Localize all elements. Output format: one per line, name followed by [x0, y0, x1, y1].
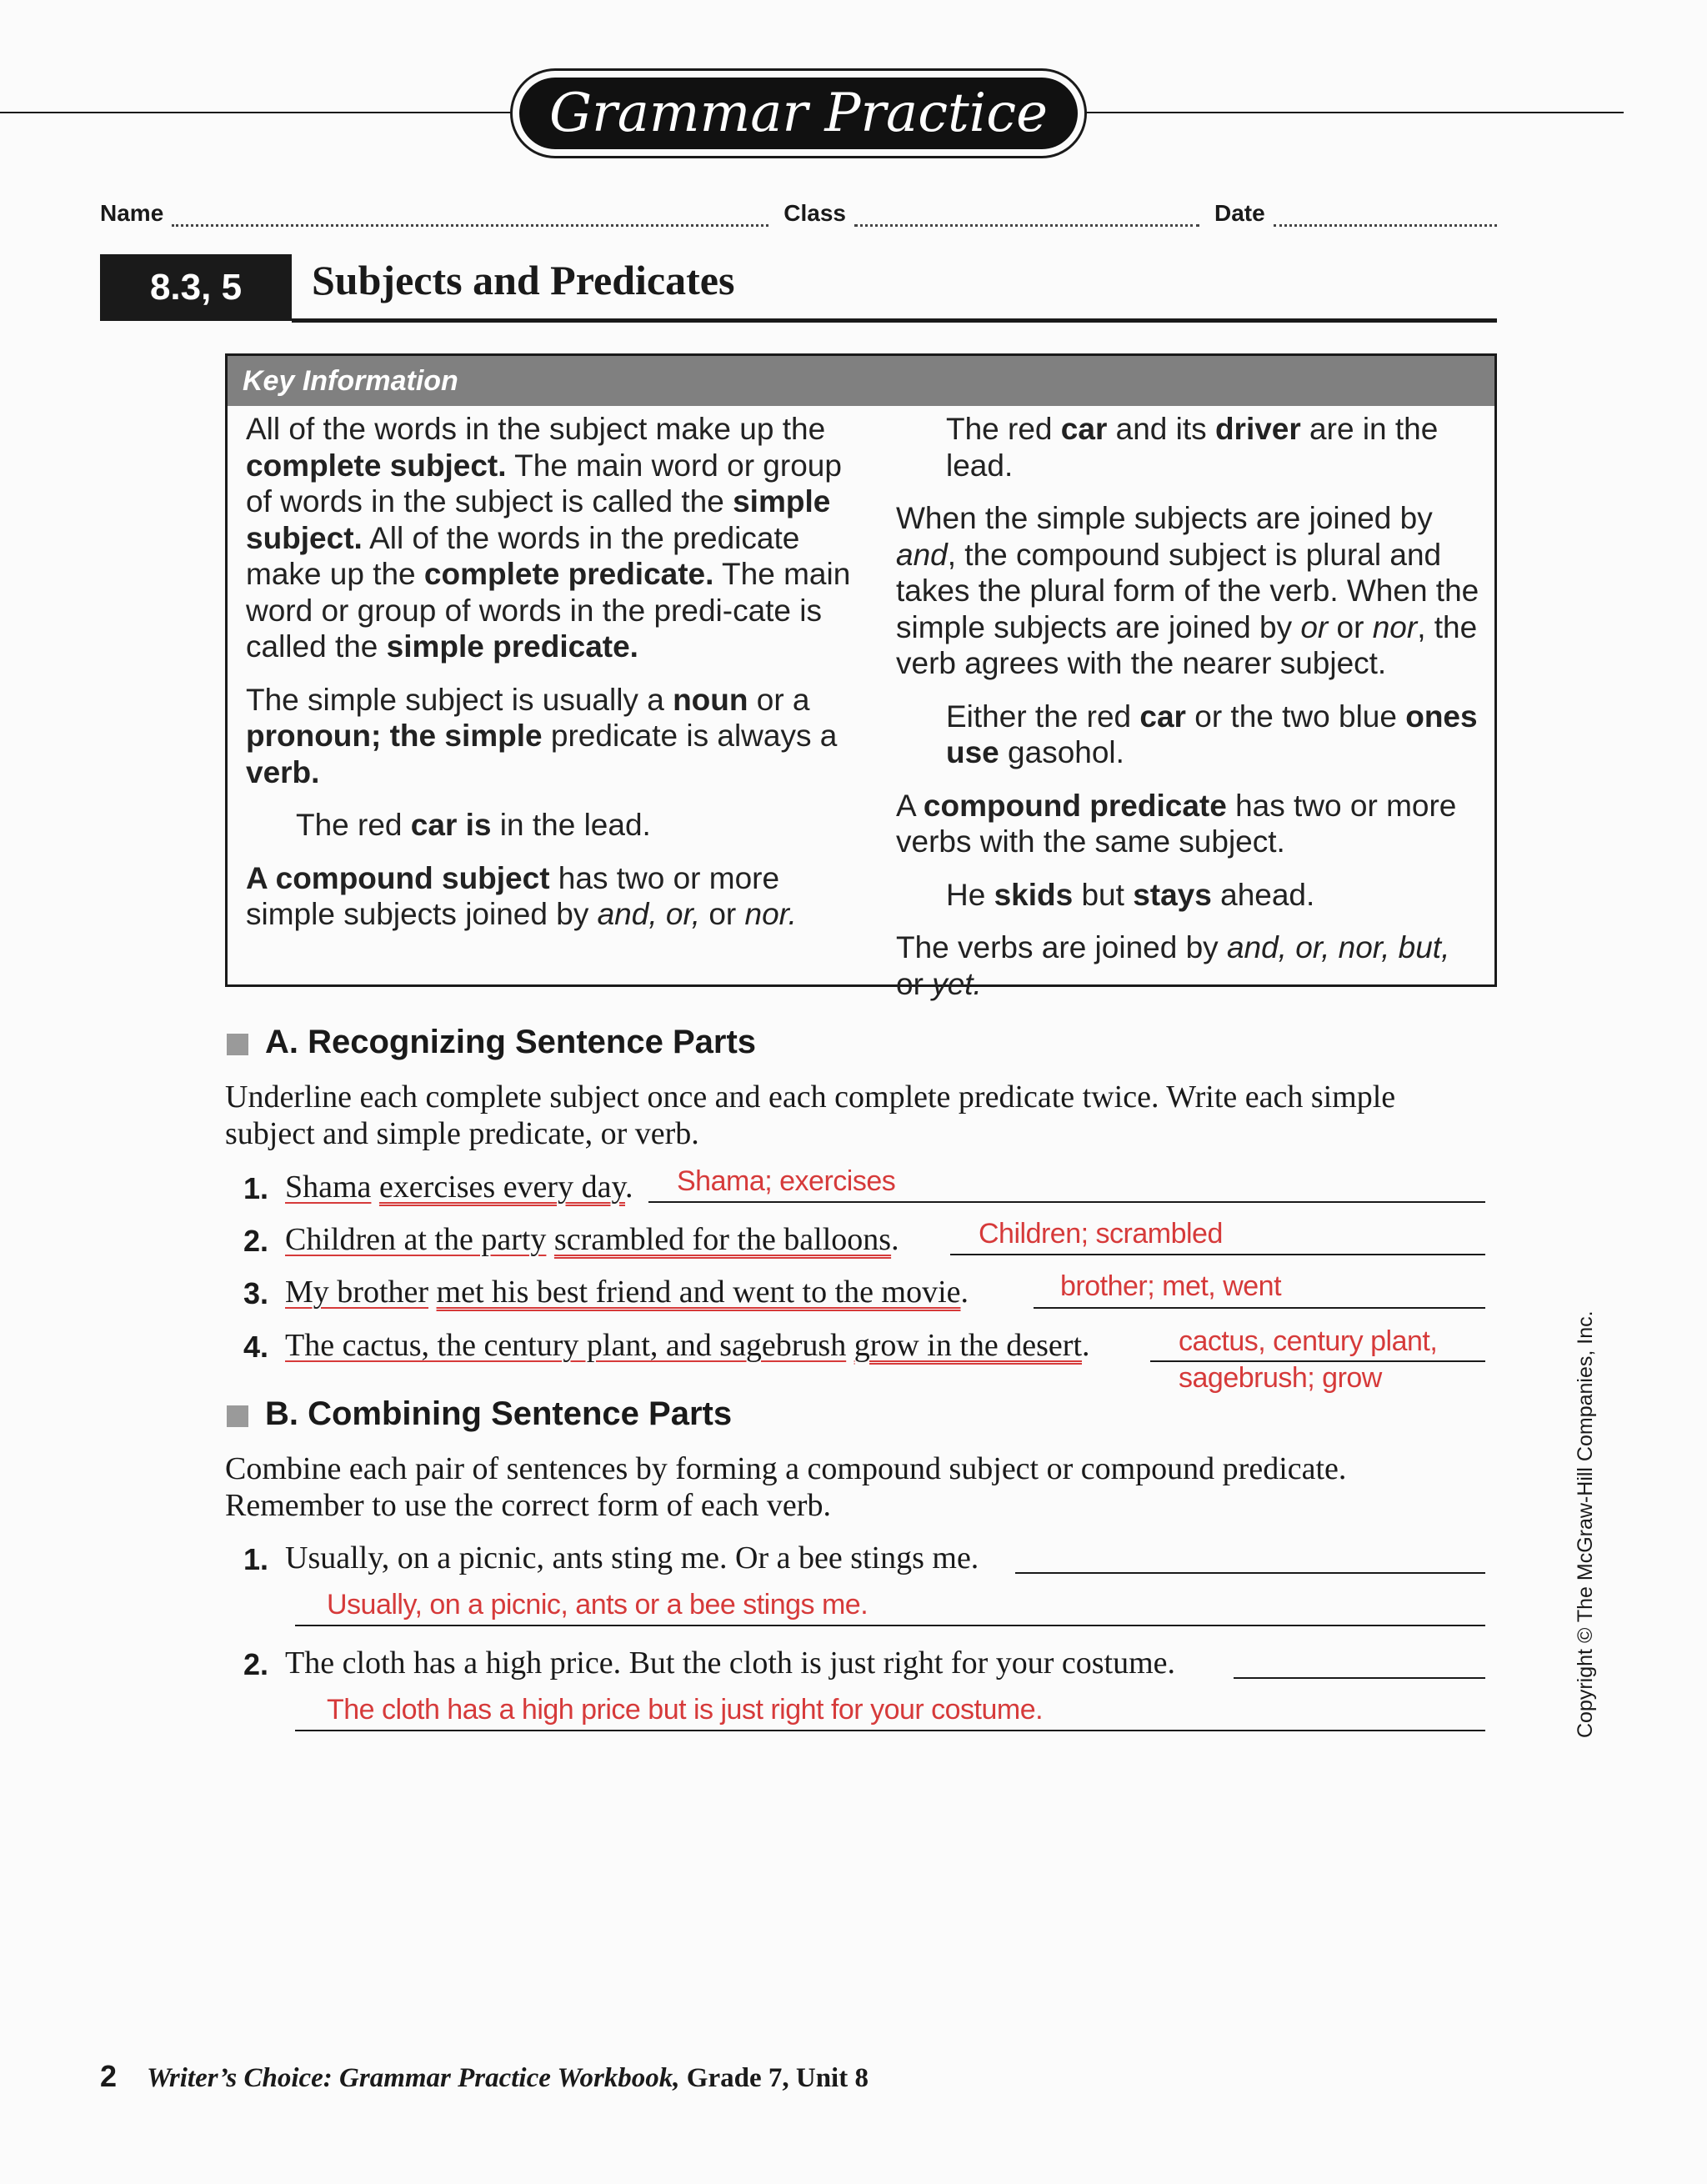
- key-paragraph: [246, 411, 863, 665]
- conjunctions: and, or,: [597, 897, 701, 931]
- page-number: 2: [100, 2059, 118, 2093]
- term: pronoun; the simple: [246, 719, 543, 753]
- section-rule: [292, 318, 1497, 323]
- key-information-box: [225, 353, 1497, 1001]
- text: The verbs are joined by: [896, 930, 1227, 964]
- answer-line[interactable]: [1034, 1307, 1485, 1309]
- item-number: 1.: [243, 1542, 269, 1576]
- text: The main word or group of words in the subject is called the: [246, 448, 842, 518]
- text: or: [896, 966, 933, 1001]
- text: When the simple subjects are joined by: [896, 501, 1433, 535]
- text: A: [896, 788, 924, 823]
- footer: [100, 2059, 869, 2094]
- complete-subject: Shama: [285, 1170, 372, 1205]
- text: or: [700, 897, 745, 931]
- text: are in the lead.: [946, 412, 1439, 483]
- term: stays: [1133, 877, 1212, 912]
- answer-text: Children; scrambled: [979, 1218, 1223, 1250]
- answer-line[interactable]: [950, 1254, 1485, 1255]
- item-number: 2.: [243, 1224, 269, 1258]
- answer-text: Shama; exercises: [677, 1165, 896, 1197]
- part-a-heading: A. Recognizing Sentence Parts: [265, 1024, 757, 1060]
- text: or the two blue: [1185, 699, 1406, 734]
- term: noun: [673, 682, 748, 717]
- section-number: 8.3, 5: [100, 254, 292, 321]
- term: complete subject.: [246, 448, 507, 483]
- text: has two or more simple subjects joined by: [246, 860, 780, 931]
- term: driver: [1214, 412, 1301, 446]
- text: Either the red: [946, 699, 1140, 734]
- text: predicate is always a: [542, 719, 838, 753]
- term: car is: [410, 808, 492, 842]
- prompt: Usually, on a picnic, ants sting me. Or a bee stings me.: [285, 1540, 979, 1575]
- answer-text: brother; met, went: [1060, 1270, 1282, 1302]
- text: has two or more verbs with the same subject.: [896, 788, 1457, 859]
- complete-predicate: met his best friend and went to the movie: [436, 1275, 961, 1310]
- period: .: [960, 1275, 969, 1310]
- text: or a: [748, 682, 810, 717]
- text: All of the words in the subject make up the: [246, 412, 826, 446]
- conjunction: yet.: [932, 966, 982, 1001]
- class-label: Class: [783, 200, 846, 226]
- text: The red: [296, 808, 411, 842]
- text: The simple subject is usually a: [246, 682, 673, 717]
- item-number: 4.: [243, 1330, 269, 1364]
- copyright-notice: Copyright © The McGraw-Hill Companies, Inc.: [1574, 1310, 1597, 1738]
- period: .: [1082, 1328, 1090, 1363]
- sentence: [285, 1221, 899, 1258]
- key-paragraph: [896, 788, 1479, 860]
- period: .: [624, 1170, 633, 1205]
- key-example: [896, 877, 1479, 914]
- text: but: [1073, 877, 1134, 912]
- conjunction: and: [896, 537, 948, 572]
- answer-line[interactable]: [295, 1625, 1485, 1626]
- text: The red: [946, 412, 1061, 446]
- grade-unit: Grade 7, Unit 8: [679, 2063, 869, 2093]
- key-example: [896, 411, 1479, 483]
- text: in the lead.: [491, 808, 651, 842]
- date-field[interactable]: [1274, 204, 1497, 227]
- banner: [510, 68, 1087, 158]
- part-b-instructions: Combine each pair of sentences by forming a compound subject or compound predicate. Remember to use the correct form of each verb.: [225, 1451, 1347, 1523]
- key-paragraph: [896, 500, 1479, 682]
- text: All of the words in the predicate make up the: [246, 520, 800, 591]
- book-title: Writer’s Choice: Grammar Practice Workbook,: [147, 2063, 680, 2093]
- sentence: [285, 1327, 1090, 1364]
- text: He: [946, 877, 994, 912]
- term: verb.: [246, 754, 320, 789]
- sentence: [285, 1169, 633, 1205]
- answer-text: cactus, century plant,: [1179, 1325, 1438, 1357]
- prompt: The cloth has a high price. But the cloth is just right for your costume.: [285, 1646, 1176, 1681]
- sentence: [285, 1274, 969, 1310]
- complete-predicate: exercises every day: [378, 1170, 625, 1205]
- conjunctions: nor.: [744, 897, 797, 931]
- text: , the compound subject is plural and takes the plural form of the verb. When the simple subjects are joined by: [896, 537, 1479, 644]
- term: complete predicate.: [423, 557, 714, 591]
- conjunction: or: [1300, 609, 1329, 644]
- part-a-instructions: Underline each complete subject once and each complete predicate twice. Write each simple subject and simple predicate, or verb.: [225, 1079, 1396, 1151]
- term: compound predicate: [923, 788, 1227, 823]
- class-field[interactable]: [854, 204, 1199, 227]
- text: The main word or group of words in the predi-cate is called the: [246, 557, 851, 664]
- conjunctions: and, or, nor, but,: [1226, 930, 1450, 964]
- item-number: 1.: [243, 1171, 269, 1205]
- key-example: [246, 807, 863, 844]
- complete-predicate: scrambled for the balloons: [553, 1222, 892, 1257]
- key-info-right-column: [896, 411, 1479, 1019]
- complete-subject: My brother: [285, 1275, 429, 1310]
- text: , the verb agrees with the nearer subject.: [896, 609, 1478, 680]
- text: ahead.: [1211, 877, 1315, 912]
- text: and its: [1107, 412, 1215, 446]
- term: car: [1139, 699, 1186, 734]
- header-rule-right: [1085, 112, 1624, 113]
- key-paragraph: [246, 682, 863, 791]
- term: ones use: [946, 699, 1478, 769]
- key-paragraph: [896, 929, 1479, 1002]
- name-class-date-row: [100, 193, 1497, 227]
- complete-subject: The cactus, the century plant, and sagebrush: [285, 1328, 847, 1363]
- item-number: 3.: [243, 1276, 269, 1310]
- complete-subject: Children at the party: [285, 1222, 547, 1257]
- key-information-label: Key Information: [228, 356, 1494, 406]
- key-info-left-column: [246, 411, 863, 949]
- answer-line[interactable]: [1234, 1677, 1485, 1679]
- answer-line[interactable]: [295, 1730, 1485, 1731]
- text: or: [1328, 609, 1373, 644]
- square-bullet-icon: [227, 1034, 248, 1055]
- answer-line[interactable]: [648, 1201, 1485, 1203]
- term: simple predicate.: [386, 629, 638, 664]
- key-paragraph: [246, 860, 863, 933]
- header-rule-left: [0, 112, 512, 113]
- square-bullet-icon: [227, 1405, 248, 1427]
- term: car: [1060, 412, 1108, 446]
- text: gasohol.: [999, 735, 1124, 769]
- period: .: [891, 1222, 899, 1257]
- name-label: Name: [100, 200, 164, 226]
- answer-line[interactable]: [1015, 1572, 1485, 1574]
- term: skids: [994, 877, 1074, 912]
- banner-title: Grammar Practice: [519, 78, 1078, 149]
- conjunction: nor: [1372, 609, 1418, 644]
- complete-predicate: grow in the desert: [854, 1328, 1083, 1363]
- answer-text-continued: sagebrush; grow: [1179, 1362, 1382, 1394]
- section-title: Subjects and Predicates: [312, 257, 735, 303]
- part-b-heading: B. Combining Sentence Parts: [265, 1395, 733, 1432]
- term: A compound subject: [246, 860, 550, 895]
- key-example: [896, 699, 1479, 771]
- answer-text: The cloth has a high price but is just right for your costume.: [327, 1694, 1044, 1726]
- answer-text: Usually, on a picnic, ants or a bee stings me.: [327, 1589, 869, 1620]
- term: simple subject.: [246, 484, 831, 555]
- item-number: 2.: [243, 1647, 269, 1681]
- name-field[interactable]: [172, 204, 768, 227]
- date-label: Date: [1214, 200, 1265, 226]
